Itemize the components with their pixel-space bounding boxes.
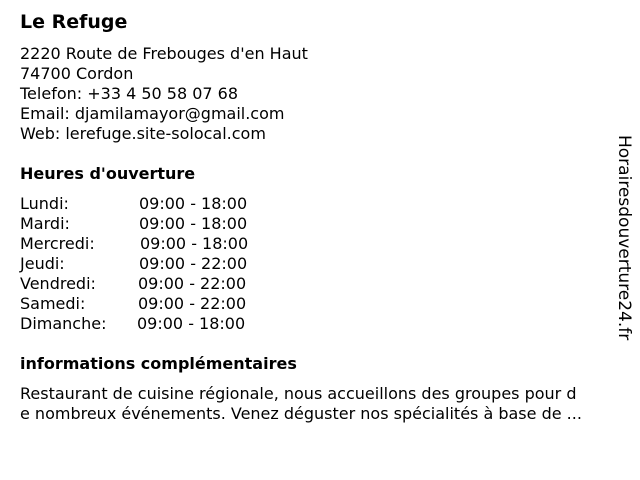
opening-hours-table <box>20 194 280 334</box>
description-text <box>20 384 625 424</box>
day-label: Mardi: <box>20 214 70 233</box>
business-name: Le Refuge <box>20 11 128 33</box>
hours-row-monday <box>20 194 280 214</box>
hours-row-tuesday <box>20 214 280 234</box>
web-line: Web: lerefuge.site-solocal.com <box>20 124 266 143</box>
time-range: 09:00 - 18:00 <box>139 194 248 213</box>
time-range: 09:00 - 22:00 <box>139 254 248 273</box>
hours-row-saturday <box>20 294 280 314</box>
hours-row-thursday <box>20 254 280 274</box>
additional-info-heading: informations complémentaires <box>20 354 297 373</box>
day-label: Vendredi: <box>20 274 96 293</box>
opening-hours-heading: Heures d'ouverture <box>20 164 196 183</box>
phone-line: Telefon: +33 4 50 58 07 68 <box>20 84 239 103</box>
time-range: 09:00 - 18:00 <box>140 234 249 253</box>
site-watermark: Horairesdouverture24.fr <box>614 135 634 341</box>
description-line: Restaurant de cuisine régionale, nous accueillons des groupes pour d <box>20 384 577 403</box>
day-label: Jeudi: <box>20 254 65 273</box>
time-range: 09:00 - 18:00 <box>137 314 246 333</box>
hours-row-sunday <box>20 314 280 334</box>
day-label: Dimanche: <box>20 314 107 333</box>
time-range: 09:00 - 22:00 <box>138 294 247 313</box>
day-label: Lundi: <box>20 194 69 213</box>
hours-row-friday <box>20 274 280 294</box>
hours-row-wednesday <box>20 234 280 254</box>
contact-block <box>20 44 308 144</box>
time-range: 09:00 - 22:00 <box>138 274 247 293</box>
description-line: e nombreux événements. Venez déguster nos spécialités à base de ... <box>20 404 582 423</box>
email-line: Email: djamilamayor@gmail.com <box>20 104 285 123</box>
day-label: Samedi: <box>20 294 86 313</box>
time-range: 09:00 - 18:00 <box>139 214 248 233</box>
address-city: 74700 Cordon <box>20 64 134 83</box>
address-street: 2220 Route de Frebouges d'en Haut <box>20 44 308 63</box>
day-label: Mercredi: <box>20 234 95 253</box>
